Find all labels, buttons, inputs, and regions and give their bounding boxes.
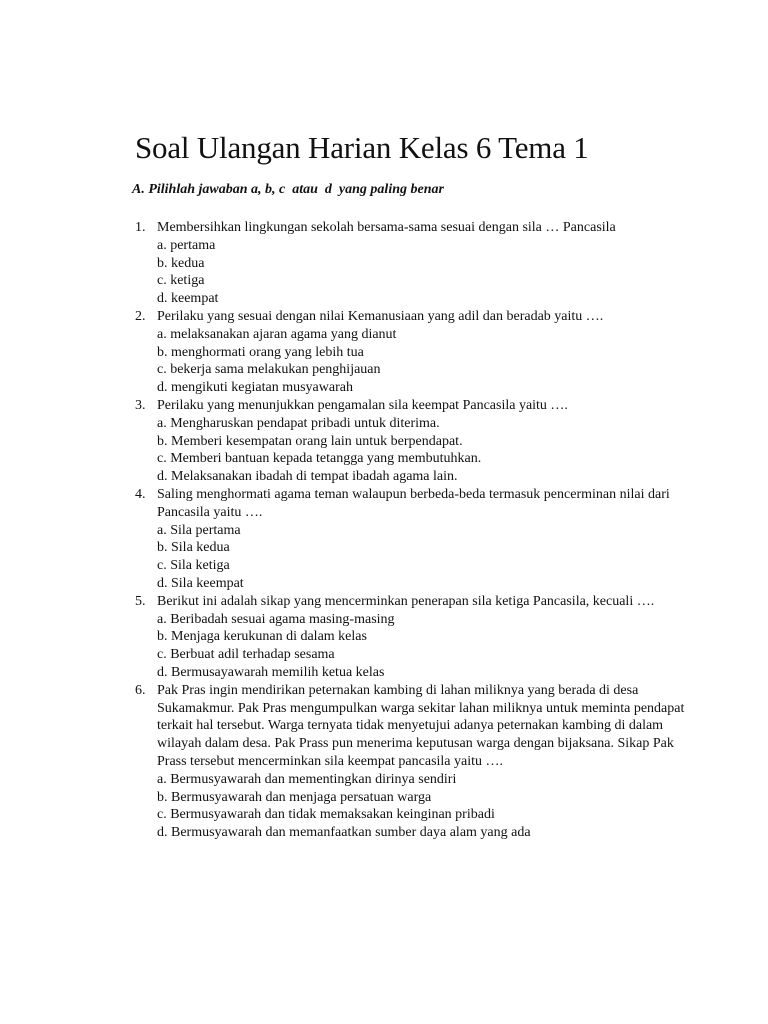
page-title: Soal Ulangan Harian Kelas 6 Tema 1 bbox=[135, 130, 589, 165]
option-d: d. mengikuti kegiatan musyawarah bbox=[157, 380, 353, 396]
option-c: c. Memberi bantuan kepada tetangga yang membutuhkan. bbox=[157, 451, 482, 467]
question-number: 5. bbox=[135, 593, 146, 609]
option-b: b. Menjaga kerukunan di dalam kelas bbox=[157, 629, 367, 645]
question-4 bbox=[130, 486, 690, 593]
option-list bbox=[157, 771, 690, 842]
option-b: b. Bermusyawarah dan menjaga persatuan warga bbox=[157, 789, 432, 805]
option-b: b. kedua bbox=[157, 255, 205, 271]
option-d: d. keempat bbox=[157, 291, 219, 307]
question-1 bbox=[130, 219, 690, 308]
option-c: c. bekerja sama melakukan penghijauan bbox=[157, 362, 381, 378]
option-d: d. Sila keempat bbox=[157, 575, 244, 591]
option-list bbox=[157, 415, 690, 486]
option-list bbox=[157, 522, 690, 593]
option-list bbox=[157, 237, 690, 308]
question-number: 3. bbox=[135, 397, 146, 413]
option-a: a. pertama bbox=[157, 237, 216, 253]
option-a: a. Mengharuskan pendapat pribadi untuk diterima. bbox=[157, 415, 440, 431]
question-number: 6. bbox=[135, 682, 146, 698]
option-a: a. Bermusyawarah dan mementingkan dirinya sendiri bbox=[157, 771, 457, 787]
question-text: Pak Pras ingin mendirikan peternakan kambing di lahan miliknya yang berada di desa Sukamakmur. Pak Pras mengumpulkan warga sekitar lahan miliknya untuk meminta pendapat terkait hal tersebut. Warga ternyata tidak menyetujui adanya peternakan kambing di dalam wilayah dalam desa. Pak Prass pun menerima keputusan warga dengan bijaksana. Sikap Pak Prass tersebut mencerminkan sila keempat pancasila yaitu …. bbox=[157, 682, 685, 769]
option-c: c. Bermusyawarah dan tidak memaksakan keinginan pribadi bbox=[157, 807, 495, 823]
question-text: Perilaku yang sesuai dengan nilai Kemanusiaan yang adil dan beradab yaitu …. bbox=[157, 308, 604, 324]
option-d: d. Melaksanakan ibadah di tempat ibadah agama lain. bbox=[157, 469, 458, 485]
option-a: a. melaksanakan ajaran agama yang dianut bbox=[157, 326, 397, 342]
section-instruction: A. Pilihlah jawaban a, b, c atau d yang paling benar bbox=[132, 182, 444, 197]
option-d: d. Bermusyawarah dan memanfaatkan sumber daya alam yang ada bbox=[157, 825, 531, 841]
question-text: Perilaku yang menunjukkan pengamalan sila keempat Pancasila yaitu …. bbox=[157, 397, 568, 413]
question-number: 4. bbox=[135, 486, 146, 502]
question-2 bbox=[130, 308, 690, 397]
question-text: Membersihkan lingkungan sekolah bersama-sama sesuai dengan sila … Pancasila bbox=[157, 220, 616, 235]
question-number: 1. bbox=[135, 220, 146, 235]
question-text: Berikut ini adalah sikap yang mencerminkan penerapan sila ketiga Pancasila, kecuali …. bbox=[157, 593, 655, 609]
option-a: a. Beribadah sesuai agama masing-masing bbox=[157, 611, 395, 627]
option-b: b. Memberi kesempatan orang lain untuk berpendapat. bbox=[157, 433, 463, 449]
option-c: c. Berbuat adil terhadap sesama bbox=[157, 647, 335, 663]
option-b: b. Sila kedua bbox=[157, 540, 230, 556]
question-number: 2. bbox=[135, 308, 146, 324]
question-list bbox=[130, 219, 690, 842]
question-3 bbox=[130, 397, 690, 486]
option-d: d. Bermusayawarah memilih ketua kelas bbox=[157, 664, 385, 680]
option-b: b. menghormati orang yang lebih tua bbox=[157, 344, 364, 360]
question-5 bbox=[130, 593, 690, 682]
option-c: c. Sila ketiga bbox=[157, 558, 230, 574]
question-6 bbox=[130, 682, 690, 842]
question-text: Saling menghormati agama teman walaupun berbeda-beda termasuk pencerminan nilai dari Pancasila yaitu …. bbox=[157, 486, 670, 520]
option-list bbox=[157, 326, 690, 397]
option-list bbox=[157, 611, 690, 682]
option-c: c. ketiga bbox=[157, 273, 205, 289]
option-a: a. Sila pertama bbox=[157, 522, 241, 538]
